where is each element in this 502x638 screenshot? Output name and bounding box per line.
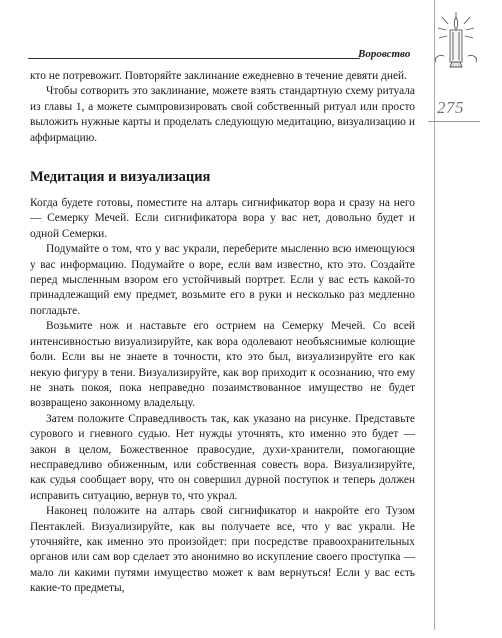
- candle-icon: [426, 0, 486, 80]
- paragraph: Когда будете готовы, поместите на алтарь сигнификатор вора и сразу на него — Семерку Мечей. Если сигнификатора вора у вас нет, довольно будет и одной Семерки.: [30, 197, 415, 240]
- paragraph: кто не потревожит. Повторяйте заклинание ежедневно в течение девяти дней.: [30, 70, 407, 82]
- paragraph: Затем положите Справедливость так, как указано на рисунке. Представьте сурового и гневного судью. Нет нужды уточнять, кто именно это будет — закон в целом, Божественное правосудие, духи-хранители, помогающие несправедливо обиженным, или собственная совесть вора. Визуализируйте, как судья сообщает вору, что он совершил дурной поступок и теперь должен исправить ситуацию, вернув то, что украл.: [30, 412, 415, 502]
- page-number: 275: [437, 98, 464, 117]
- header-rule: [28, 58, 360, 59]
- text-column: [30, 69, 415, 597]
- page-number-rule: [428, 121, 480, 122]
- paragraph: Подумайте о том, что у вас украли, переберите мысленно всю имеющуюся у вас информацию. Подумайте о воре, если вам известно, кто это. Создайте перед мысленным взором его устойчивый портрет. Если у вас есть какой-то принадлежащий ему предмет, возьмите его в руки и несколько раз медленно погладьте.: [30, 243, 415, 317]
- paragraph: Чтобы сотворить это заклинание, можете взять стандартную схему ритуала из главы 1, а можете сымпровизировать свой собственный ритуал или просто выложить нужные карты и проделать следующую медитацию, визуализацию и аффирмацию.: [30, 85, 415, 144]
- paragraph: Возьмите нож и наставьте его острием на Семерку Мечей. Со всей интенсивностью визуализируйте, как вора одолевают необъяснимые колющие боли. Если вы не знаете в точности, кто это был, визуализируйте его как некую фигуру в тени. Визуализируйте, как вор приходит к осознанию, что ему не знать покоя, пока неправедно позаимствованное имущество не будет возвращено законному владельцу.: [30, 320, 415, 410]
- section-heading: Медитация и визуализация: [30, 169, 211, 186]
- running-header-title: Воровство: [358, 48, 411, 60]
- margin-rule: [434, 0, 435, 630]
- paragraph: Наконец положите на алтарь свой сигнификатор и накройте его Тузом Пентаклей. Визуализируйте, как вы получаете все, что у вас украли. Не уточняйте, как именно это произойдет: при посредстве правоохранительных органов или сам вор сделает это анонимно во искупление своего проступка — мало ли какими путями имущество может к вам вернуться! Если у вас есть какие-то предметы,: [30, 505, 415, 595]
